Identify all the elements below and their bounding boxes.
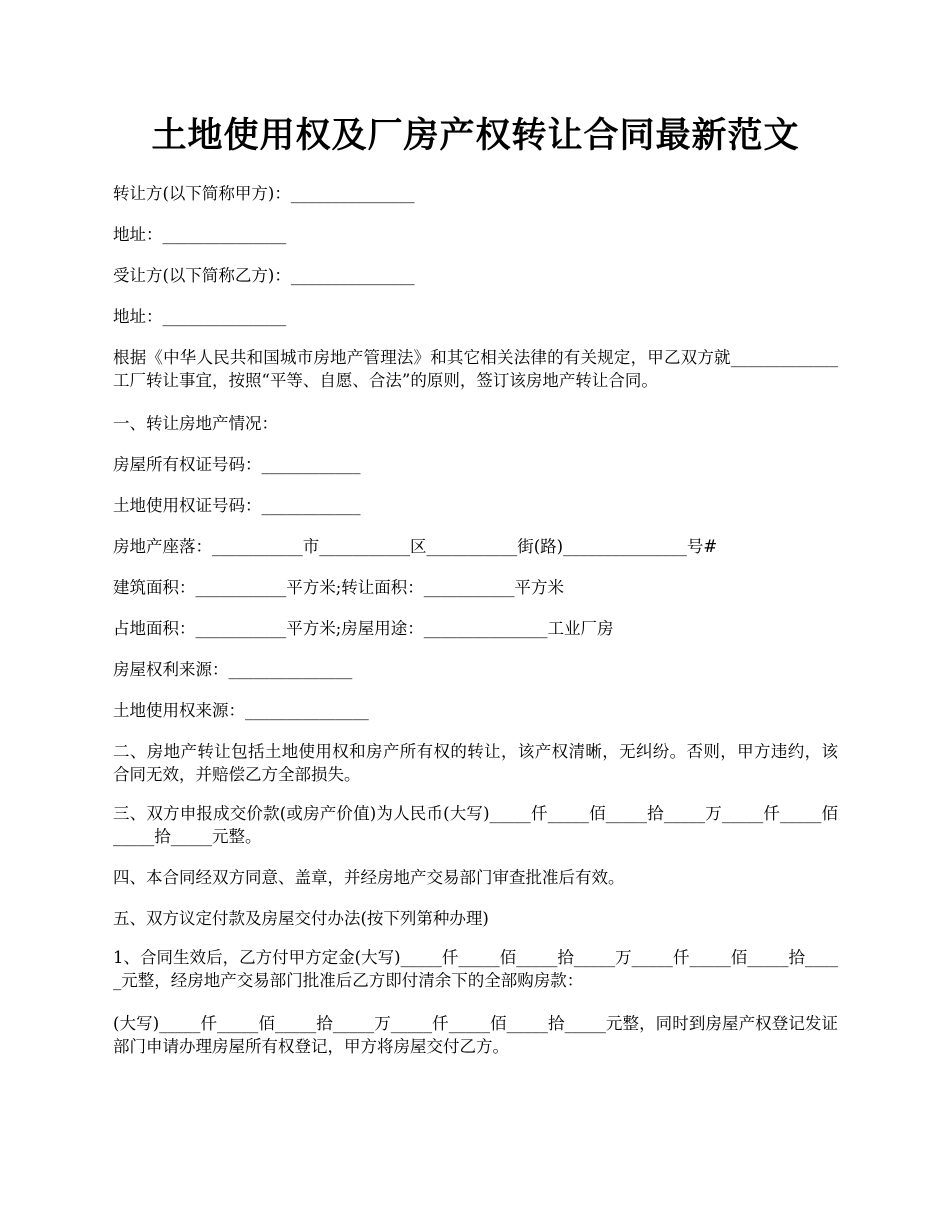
section-3-paragraph: 三、双方申报成交价款(或房产价值)为人民币(大写)_____仟_____佰_____拾_____万_____仟_____佰_____拾_____元整。 (113, 804, 838, 846)
land-certificate-line: 土地使用权证号码：____________ (113, 496, 361, 515)
house-certificate-line: 房屋所有权证号码：____________ (113, 455, 361, 474)
building-area-line: 建筑面积：___________平方米;转让面积：___________平方米 (113, 578, 565, 597)
section-5-heading: 五、双方议定付款及房屋交付办法(按下列第种办理) (113, 909, 489, 928)
house-rights-source-line: 房屋权利来源：_______________ (113, 660, 353, 679)
section-4-paragraph: 四、本合同经双方同意、盖章，并经房地产交易部门审查批准后有效。 (113, 868, 625, 887)
transferor-address-line: 地址：_______________ (113, 225, 287, 244)
payment-clause-1: 1、合同生效后，乙方付甲方定金(大写)_____仟_____佰_____拾_____万_____仟_____佰_____拾_____元整，经房地产交易部门批准后乙方即付清余下的全部购房款： (113, 948, 838, 990)
payment-clause-2: (大写)_____仟_____佰_____拾_____万_____仟_____佰_____拾_____元整，同时到房屋产权登记发证部门申请办理房屋所有权登记，甲方将房屋交付乙方。 (113, 1014, 838, 1056)
document-title: 土地使用权及厂房产权转让合同最新范文 (151, 115, 800, 156)
section-2-paragraph: 二、房地产转让包括土地使用权和房产所有权的转让，该产权清晰，无纠纷。否则，甲方违约，该合同无效，并赔偿乙方全部损失。 (113, 742, 838, 784)
property-location-line: 房地产座落：___________市___________区___________街(路)_______________号# (113, 537, 718, 556)
preamble-paragraph: 根据《中华人民共和国城市房地产管理法》和其它相关法律的有关规定，甲乙双方就_____________工厂转让事宜，按照“平等、自愿、合法”的原则，签订该房地产转让合同。 (113, 348, 838, 390)
section-1-heading: 一、转让房地产情况： (113, 414, 278, 433)
transferor-line: 转让方(以下简称甲方)：_______________ (113, 184, 415, 203)
transferee-line: 受让方(以下简称乙方)：_______________ (113, 266, 415, 285)
transferee-address-line: 地址：_______________ (113, 307, 287, 326)
land-area-line: 占地面积：___________平方米;房屋用途：_______________工业厂房 (113, 619, 614, 638)
land-rights-source-line: 土地使用权来源：_______________ (113, 701, 369, 720)
